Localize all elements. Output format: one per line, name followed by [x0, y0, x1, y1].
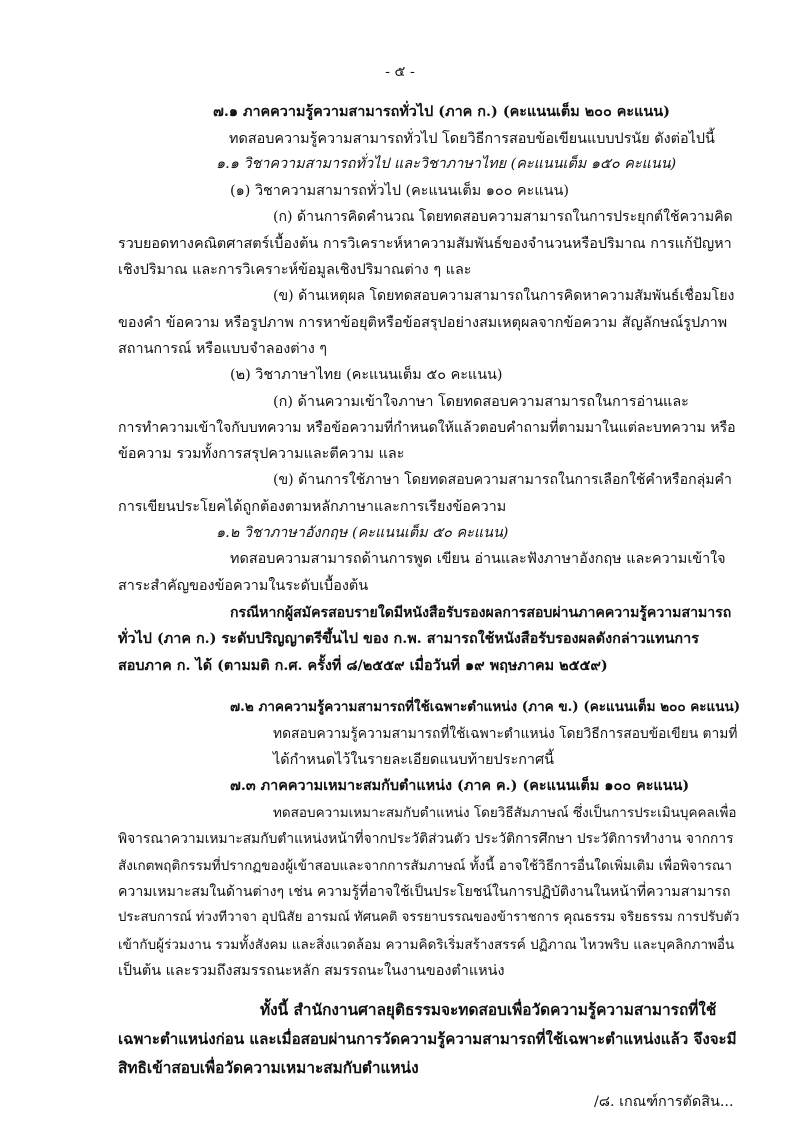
certificate-note-line3: สอบภาค ก. ได้ (ตามมติ ก.ศ. ครั้งที่ ๘/๒๕๕๙ เมื่อวันที่ ๑๙ พฤษภาคม ๒๕๕๙)	[118, 657, 608, 674]
certificate-note-line2: ทั่วไป (ภาค ก.) ระดับปริญญาตรีขึ้นไป ของ ก.พ. สามารถใช้หนังสือรับรองผลดังกล่าวแทนการ	[118, 630, 699, 647]
section-7-3-line4: ความเหมาะสมในด้านต่างๆ เช่น ความรู้ที่อาจใช้เป็นประโยชน์ในการปฏิบัติงานในหน้าที่ความสามารถ	[118, 884, 731, 900]
item-1-a-line1: (ก) ด้านการคิดคำนวณ โดยทดสอบความสามารถในการประยุกต์ใช้ความคิด	[273, 209, 733, 225]
subsection-1-2-line1: ทดสอบความสามารถด้านการพูด เขียน อ่านและฟังภาษาอังกฤษ และความเข้าใจ	[230, 551, 726, 567]
section-7-3-line5: ประสบการณ์ ท่วงทีวาจา อุปนิสัย อารมณ์ ทัศนคติ จรรยาบรรณของข้าราชการ คุณธรรม จริยธรรม การปรับตัว	[118, 910, 740, 925]
subsection-1-2-line2: สาระสำคัญของข้อความในระดับเบื้องต้น	[118, 578, 369, 594]
section-7-2-line1: ทดสอบความรู้ความสามารถที่ใช้เฉพาะตำแหน่ง โดยวิธีการสอบข้อเขียน ตามที่	[273, 726, 738, 742]
closing-note-line2: เฉพาะตำแหน่งก่อน และเมื่อสอบผ่านการวัดความรู้ความสามารถที่ใช้เฉพาะตำแหน่งแล้ว จึงจะมี	[118, 1030, 737, 1048]
item-1-heading: (๑) วิชาความสามารถทั่วไป (คะแนนเต็ม ๑๐๐ คะแนน)	[230, 183, 569, 199]
item-2-a-line1: (ก) ด้านความเข้าใจภาษา โดยทดสอบความสามารถในการอ่านและ	[273, 394, 689, 410]
section-7-3-line1: ทดสอบความเหมาะสมกับตำแหน่ง โดยวิธีสัมภาษณ์ ซึ่งเป็นการประเมินบุคคลเพื่อ	[273, 805, 737, 821]
item-2-b-line2: การเขียนประโยคได้ถูกต้องตามหลักภาษาและการเรียงข้อความ	[118, 499, 507, 515]
item-2-a-line3: ข้อความ รวมทั้งการสรุปความและตีความ และ	[118, 446, 405, 462]
item-1-b-line2: ของคำ ข้อความ หรือรูปภาพ การหาข้อยุติหรือข้อสรุปอย่างสมเหตุผลจากข้อความ สัญลักษณ์รูปภาพ	[118, 315, 728, 331]
section-7-2-heading: ๗.๒ ภาคความรู้ความสามารถที่ใช้เฉพาะตำแหน่ง (ภาค ข.) (คะแนนเต็ม ๒๐๐ คะแนน)	[230, 699, 741, 715]
section-7-3-line2: พิจารณาความเหมาะสมกับตำแหน่งหน้าที่จากประวัติส่วนตัว ประวัติการศึกษา ประวัติการทำงาน จากการ	[118, 831, 734, 847]
item-1-b-line1: (ข) ด้านเหตุผล โดยทดสอบความสามารถในการคิดหาความสัมพันธ์เชื่อมโยง	[273, 288, 735, 304]
section-7-1-intro: ทดสอบความรู้ความสามารถทั่วไป โดยวิธีการสอบข้อเขียนแบบปรนัย ดังต่อไปนี้	[229, 131, 715, 147]
page-number: - ๕ -	[385, 64, 415, 80]
closing-note-line1: ทั้งนี้ สำนักงานศาลยุติธรรมจะทดสอบเพื่อวัดความรู้ความสามารถที่ใช้	[260, 1001, 717, 1019]
item-2-b-line1: (ข) ด้านการใช้ภาษา โดยทดสอบความสามารถในการเลือกใช้คำหรือกลุ่มคำ	[273, 472, 732, 488]
section-7-3-heading: ๗.๓ ภาคความเหมาะสมกับตำแหน่ง (ภาค ค.) (คะแนนเต็ม ๑๐๐ คะแนน)	[230, 777, 690, 794]
item-1-a-line3: เชิงปริมาณ และการวิเคราะห์ข้อมูลเชิงปริมาณต่าง ๆ และ	[118, 262, 472, 278]
section-7-2-line2: ได้กำหนดไว้ในรายละเอียดแนบท้ายประกาศนี้	[273, 752, 554, 768]
section-7-3-line3: สังเกตพฤติกรรมที่ปรากฏของผู้เข้าสอบและจากการสัมภาษณ์ ทั้งนี้ อาจใช้วิธีการอื่นใดเพิ่มเติม เพื่อพิจารณา	[118, 858, 732, 874]
subsection-1-1-heading: ๑.๑ วิชาความสามารถทั่วไป และวิชาภาษาไทย (คะแนนเต็ม ๑๕๐ คะแนน)	[216, 156, 677, 172]
item-2-heading: (๒) วิชาภาษาไทย (คะแนนเต็ม ๕๐ คะแนน)	[230, 367, 503, 383]
section-7-3-line6: เข้ากับผู้ร่วมงาน รวมทั้งสังคม และสิ่งแวดล้อม ความคิดริเริ่มสร้างสรรค์ ปฏิภาณ ไหวพริบ และบุคลิกภาพอื่น	[118, 937, 735, 953]
subsection-1-2-heading: ๑.๒ วิชาภาษาอังกฤษ (คะแนนเต็ม ๕๐ คะแนน)	[216, 525, 509, 541]
continuation-marker: /๘. เกณฑ์การตัดสิน...	[594, 1094, 734, 1110]
item-1-a-line2: รวบยอดทางคณิตศาสตร์เบื้องต้น การวิเคราะห์หาความสัมพันธ์ของจำนวนหรือปริมาณ การแก้ปัญหา	[118, 236, 732, 252]
certificate-note-line1: กรณีหากผู้สมัครสอบรายใดมีหนังสือรับรองผลการสอบผ่านภาคความรู้ความสามารถ	[230, 605, 732, 621]
item-1-b-line3: สถานการณ์ หรือแบบจำลองต่าง ๆ	[118, 341, 328, 357]
closing-note-line3: สิทธิเข้าสอบเพื่อวัดความเหมาะสมกับตำแหน่ง	[118, 1059, 419, 1077]
item-2-a-line2: การทำความเข้าใจกับบทความ หรือข้อความที่กำหนดให้แล้วตอบคำถามที่ตามมาในแต่ละบทความ หรือ	[118, 420, 736, 436]
section-7-3-line7: เป็นต้น และรวมถึงสมรรถนะหลัก สมรรถนะในงานของตำแหน่ง	[118, 963, 505, 979]
section-7-1-heading: ๗.๑ ภาคความรู้ความสามารถทั่วไป (ภาค ก.) (คะแนนเต็ม ๒๐๐ คะแนน)	[213, 103, 670, 120]
